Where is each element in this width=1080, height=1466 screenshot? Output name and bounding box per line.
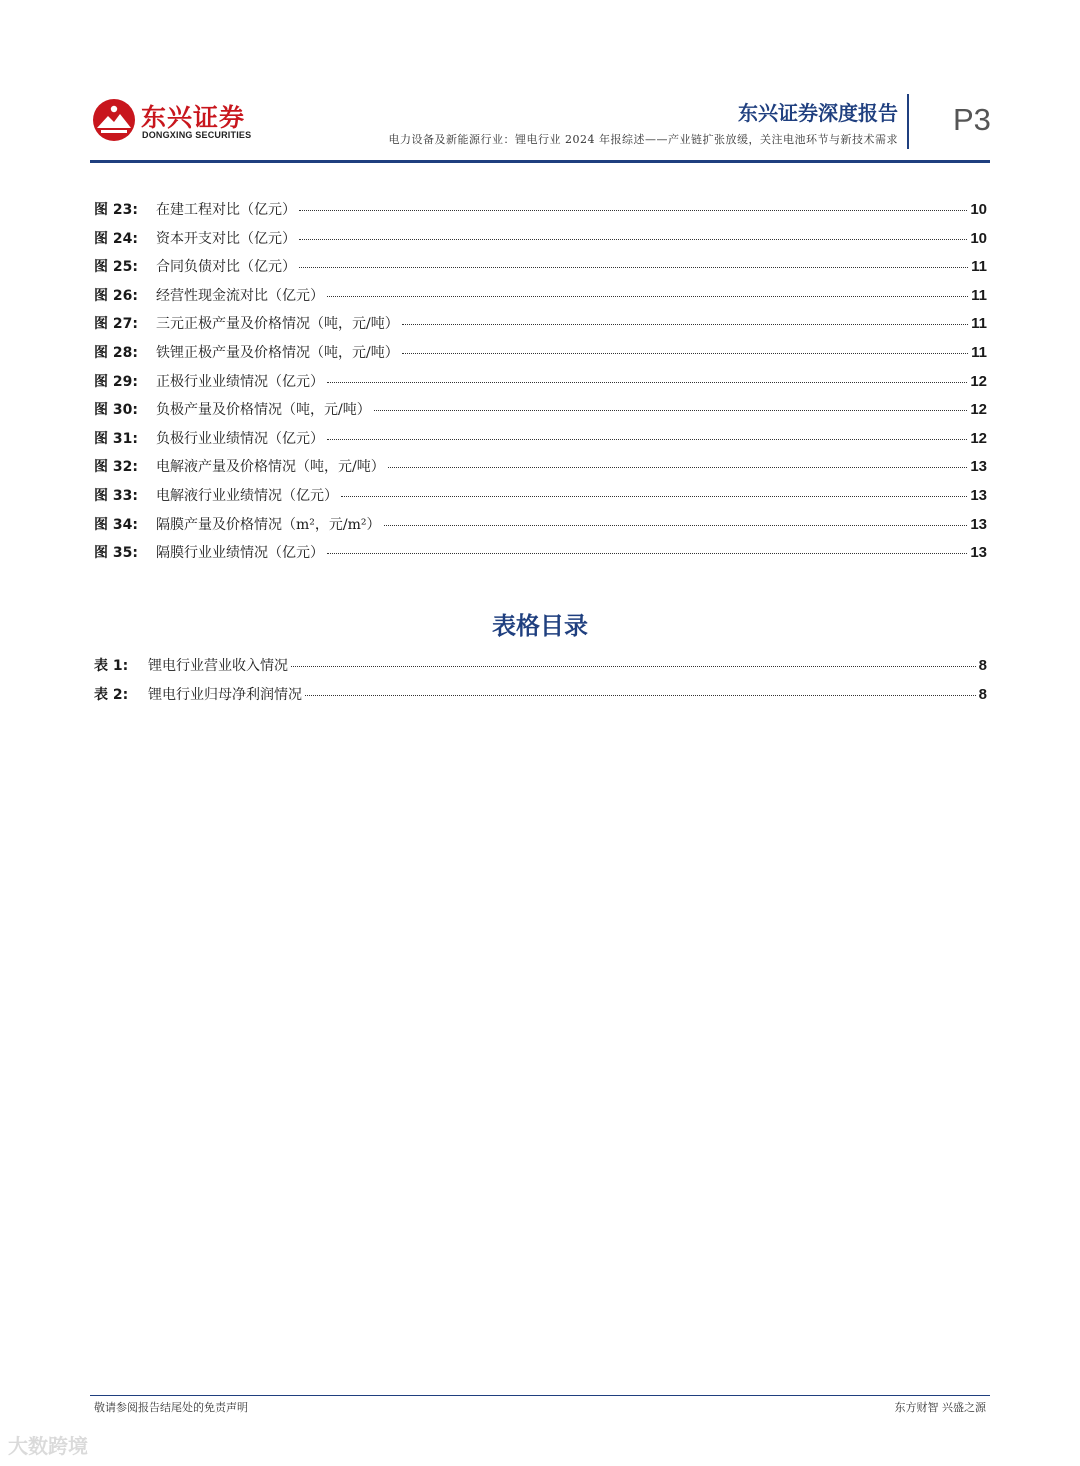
page-header bbox=[0, 0, 1080, 170]
toc-leader-dots bbox=[291, 665, 976, 667]
toc-entry[interactable] bbox=[94, 371, 987, 400]
toc-entry-title: 铁锂正极产量及价格情况（吨，元/吨） bbox=[156, 344, 399, 361]
toc-entry-label: 表 2: bbox=[94, 686, 129, 703]
report-subtitle: 电力设备及新能源行业：锂电行业 2024 年报综述——产业链扩张放缓，关注电池环节与新技术需求 bbox=[388, 133, 898, 146]
toc-entry-page: 8 bbox=[978, 657, 987, 674]
figures-toc bbox=[94, 199, 987, 571]
toc-leader-dots bbox=[402, 323, 968, 325]
toc-entry-title: 合同负债对比（亿元） bbox=[156, 259, 296, 276]
toc-entry-title: 锂电行业营业收入情况 bbox=[148, 658, 288, 674]
toc-entry-title: 经营性现金流对比（亿元） bbox=[156, 287, 324, 304]
footer-slogan: 东方财智 兴盛之源 bbox=[894, 1401, 986, 1414]
toc-entry-page: 11 bbox=[971, 258, 987, 276]
toc-entry-title: 隔膜行业业绩情况（亿元） bbox=[156, 545, 324, 562]
toc-entry[interactable] bbox=[94, 684, 987, 713]
toc-leader-dots bbox=[327, 552, 967, 554]
toc-entry-label: 图 26: bbox=[94, 287, 138, 304]
toc-entry-title: 隔膜产量及价格情况（m²，元/m²） bbox=[156, 516, 381, 533]
toc-entry-label: 图 32: bbox=[94, 459, 138, 476]
toc-entry-page: 10 bbox=[970, 229, 987, 247]
toc-entry-title: 负极行业业绩情况（亿元） bbox=[156, 430, 324, 447]
toc-entry[interactable] bbox=[94, 342, 987, 371]
toc-entry-label: 图 34: bbox=[94, 516, 138, 533]
tables-toc-heading: 表格目录 bbox=[492, 612, 588, 640]
toc-entry-title: 在建工程对比（亿元） bbox=[156, 202, 296, 218]
toc-entry-label: 图 30: bbox=[94, 402, 138, 419]
company-logo bbox=[92, 98, 262, 144]
toc-entry[interactable] bbox=[94, 285, 987, 314]
logo-text-en: DONGXING SECURITIES bbox=[142, 130, 252, 140]
toc-entry-page: 11 bbox=[971, 315, 987, 333]
header-rule bbox=[90, 160, 990, 163]
toc-entry-page: 13 bbox=[970, 544, 987, 562]
toc-entry[interactable] bbox=[94, 428, 987, 457]
toc-entry-page: 10 bbox=[970, 201, 987, 218]
header-divider bbox=[907, 94, 909, 149]
toc-entry-title: 三元正极产量及价格情况（吨，元/吨） bbox=[156, 316, 399, 333]
page-number: P3 bbox=[953, 102, 991, 137]
toc-entry-title: 正极行业业绩情况（亿元） bbox=[156, 373, 324, 390]
toc-leader-dots bbox=[299, 238, 967, 240]
logo-text-cn: 东兴证券 bbox=[141, 103, 246, 132]
toc-entry-label: 图 35: bbox=[94, 545, 138, 562]
toc-entry[interactable] bbox=[94, 256, 987, 285]
toc-entry-page: 8 bbox=[978, 685, 987, 703]
toc-entry[interactable] bbox=[94, 399, 987, 428]
report-title: 东兴证券深度报告 bbox=[738, 101, 898, 125]
toc-entry[interactable] bbox=[94, 228, 987, 257]
toc-entry-page: 12 bbox=[970, 401, 987, 419]
toc-entry-page: 12 bbox=[970, 372, 987, 390]
watermark: 大数跨境 bbox=[8, 1434, 88, 1458]
toc-entry[interactable] bbox=[94, 514, 987, 543]
toc-entry-page: 11 bbox=[971, 343, 987, 361]
toc-leader-dots bbox=[327, 381, 967, 383]
toc-entry[interactable] bbox=[94, 655, 987, 684]
toc-entry-title: 负极产量及价格情况（吨，元/吨） bbox=[156, 402, 371, 419]
toc-leader-dots bbox=[305, 694, 976, 696]
toc-entry-page: 13 bbox=[970, 515, 987, 533]
toc-entry-label: 图 29: bbox=[94, 373, 138, 390]
toc-entry-title: 电解液行业业绩情况（亿元） bbox=[156, 487, 338, 504]
footer-disclaimer: 敬请参阅报告结尾处的免责声明 bbox=[94, 1401, 248, 1414]
toc-entry[interactable] bbox=[94, 313, 987, 342]
toc-leader-dots bbox=[327, 295, 968, 297]
toc-entry-page: 11 bbox=[971, 286, 987, 304]
toc-entry-label: 图 31: bbox=[94, 430, 138, 447]
tables-toc bbox=[94, 655, 987, 712]
toc-entry-label: 图 33: bbox=[94, 487, 138, 504]
toc-leader-dots bbox=[327, 438, 967, 440]
footer-rule bbox=[90, 1395, 990, 1396]
toc-entry-label: 图 24: bbox=[94, 230, 138, 247]
toc-leader-dots bbox=[402, 352, 968, 354]
toc-entry[interactable] bbox=[94, 542, 987, 571]
logo-emblem-icon bbox=[92, 98, 136, 142]
toc-entry-label: 图 27: bbox=[94, 316, 138, 333]
toc-entry[interactable] bbox=[94, 199, 987, 228]
toc-leader-dots bbox=[374, 409, 968, 411]
toc-leader-dots bbox=[388, 466, 968, 468]
toc-leader-dots bbox=[299, 209, 967, 211]
toc-leader-dots bbox=[299, 266, 968, 268]
toc-entry-label: 表 1: bbox=[94, 658, 129, 674]
toc-entry-label: 图 23: bbox=[94, 202, 138, 218]
toc-entry-title: 电解液产量及价格情况（吨，元/吨） bbox=[156, 459, 385, 476]
toc-entry-title: 锂电行业归母净利润情况 bbox=[148, 686, 302, 703]
toc-entry-page: 13 bbox=[970, 486, 987, 504]
toc-entry[interactable] bbox=[94, 456, 987, 485]
toc-entry-label: 图 28: bbox=[94, 344, 138, 361]
toc-entry-label: 图 25: bbox=[94, 259, 138, 276]
toc-leader-dots bbox=[384, 524, 968, 526]
toc-leader-dots bbox=[341, 495, 967, 497]
toc-entry[interactable] bbox=[94, 485, 987, 514]
toc-entry-page: 13 bbox=[970, 458, 987, 476]
toc-entry-title: 资本开支对比（亿元） bbox=[156, 230, 296, 247]
toc-entry-page: 12 bbox=[970, 429, 987, 447]
